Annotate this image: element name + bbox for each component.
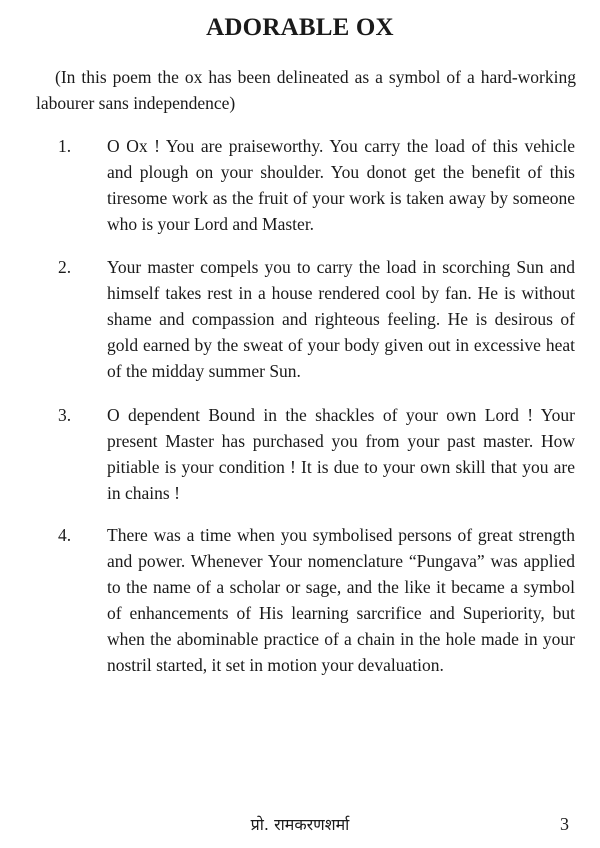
verse-text: Your master compels you to carry the load in scorching Sun and himself takes rest in a house rendered cool by fan. He is without shame and compassion and righteous feeling. He is desirous of gold earned by the sweat of your body given out in excessive heat of the midday summer Sun. (107, 257, 575, 381)
verse-number: 1. (58, 136, 72, 156)
verse-number: 3. (58, 405, 72, 425)
intro-paragraph: (In this poem the ox has been delineated as a symbol of a hard-working labourer sans independence) (36, 67, 576, 113)
verse-text: There was a time when you symbolised persons of great strength and power. Whenever Your nomenclature “Pungava” was applied to the name of a scholar or sage, and the like it became a symbol of enhancements of His learning sarcrifice and Superiority, but when the abominable practice of a chain in the hole made in your nostril started, it set in motion your devaluation. (107, 525, 575, 675)
verse-number: 4. (58, 525, 72, 545)
verse-text: O Ox ! You are praiseworthy. You carry the load of this vehicle and plough on your shoulder. You donot get the benefit of this tiresome work as the fruit of your work is taken away by someone who is your Lord and Master. (107, 136, 575, 234)
page-title: ADORABLE OX (206, 14, 394, 41)
verse-text: O dependent Bound in the shackles of your own Lord ! Your present Master has purchased you from your past master. How pitiable is your condition ! It is due to your own skill that you are in chains ! (107, 405, 575, 503)
verse-number: 2. (58, 257, 72, 277)
page-number: 3 (560, 814, 569, 834)
footer-author: प्रो. रामकरणशर्मा (250, 815, 350, 834)
